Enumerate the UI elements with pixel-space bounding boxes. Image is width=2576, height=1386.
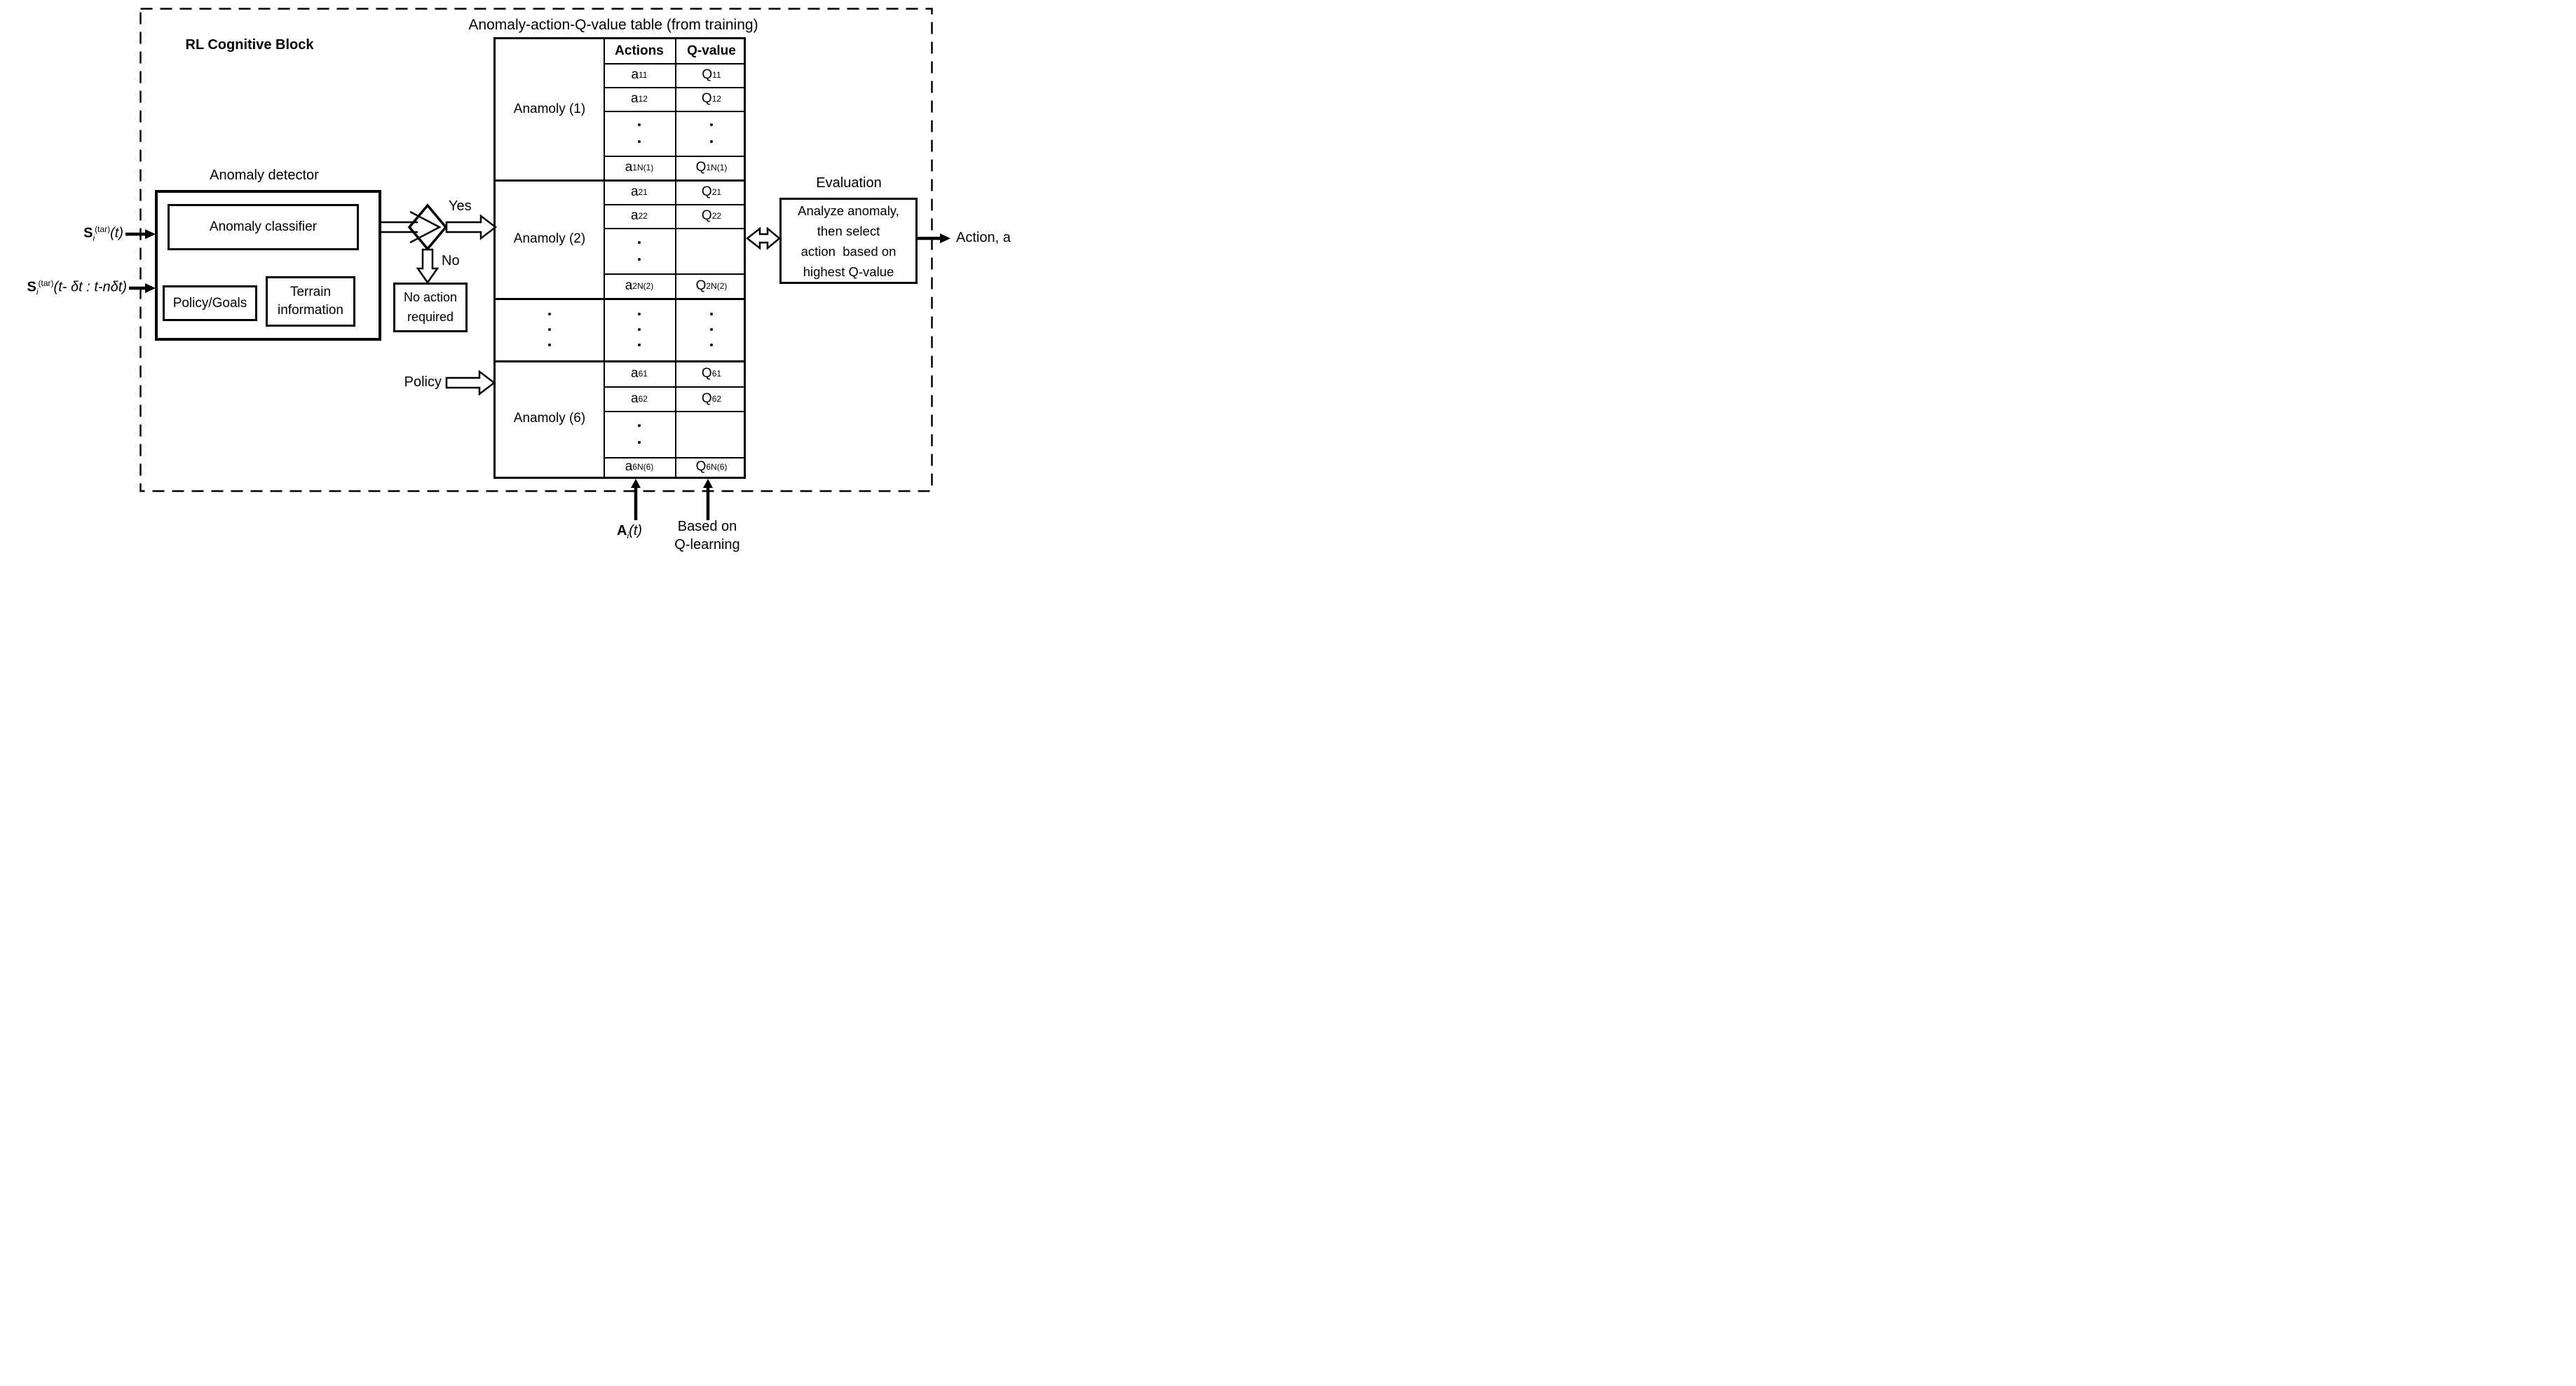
dot — [710, 313, 713, 315]
input-arrow-history-state — [129, 283, 156, 293]
action-output-arrow — [918, 233, 950, 243]
dot — [710, 140, 713, 143]
anomaly-detector-label: Anomaly detector — [210, 168, 319, 183]
math-part: (1) — [643, 163, 654, 172]
input-label-current-state — [83, 224, 123, 243]
math-part: 62 — [711, 393, 722, 404]
dots-cell — [605, 229, 674, 273]
dot — [710, 328, 713, 331]
dot — [638, 123, 641, 126]
math-part: 22 — [711, 211, 722, 221]
dot — [638, 140, 641, 143]
math-part: 21 — [711, 186, 722, 197]
math-part: 61 — [711, 368, 722, 379]
qvalue-cell — [676, 180, 747, 203]
yes-label: Yes — [449, 198, 472, 214]
dots-cell — [497, 299, 602, 360]
math-part: 12 — [638, 94, 648, 104]
math-part: Q — [702, 67, 713, 82]
qvalue-cell — [676, 387, 747, 410]
actions-column-up-arrow — [631, 479, 641, 520]
math-part: 12 — [711, 94, 722, 104]
evaluation-box-line: then select — [817, 223, 880, 238]
math-part: 61 — [638, 368, 648, 379]
qvalue-cell — [676, 156, 747, 179]
math-base: S — [27, 279, 36, 295]
dot — [638, 241, 641, 244]
math-part: 11 — [712, 70, 721, 80]
math-part: 21 — [638, 186, 648, 197]
evaluation-label: Evaluation — [816, 175, 882, 191]
based-on-line: Based on — [677, 519, 737, 534]
math-part: Q — [701, 365, 712, 381]
anomaly-block-label: Anamoly (6) — [513, 411, 586, 426]
action-cell — [605, 274, 674, 297]
figure-canvas — [0, 0, 1030, 554]
evaluation-box-line: Analyze anomaly, — [798, 203, 899, 218]
math-part: 62 — [638, 393, 648, 404]
dots-cell — [676, 299, 747, 360]
dot — [638, 424, 641, 427]
math-part: Q — [701, 390, 712, 406]
qvalue-cell — [676, 64, 747, 86]
yes-arrow — [447, 216, 496, 238]
qvalue-cell — [676, 361, 747, 386]
input-arrow-current-state — [125, 229, 156, 239]
math-part: a — [625, 160, 633, 175]
policy-arrow — [447, 372, 494, 394]
action-cell — [605, 88, 674, 110]
math-part: a — [631, 208, 639, 223]
math-part: 22 — [638, 211, 648, 221]
math-arg: (t) — [629, 523, 642, 538]
math-part: Q — [701, 91, 712, 106]
math-part: a — [625, 278, 633, 293]
action-vector-label — [594, 523, 665, 541]
action-cell — [605, 64, 674, 86]
dot — [638, 344, 641, 346]
dot — [638, 258, 641, 261]
evaluation-box-line: highest Q-value — [803, 264, 894, 279]
terrain-information-label: Terrain information — [278, 285, 343, 318]
evaluation-box — [779, 198, 918, 284]
anomaly-classifier-box — [168, 204, 359, 250]
dots-cell — [605, 111, 674, 155]
math-base: S — [83, 225, 93, 241]
math-base: A — [616, 523, 627, 538]
math-sub: i — [93, 233, 95, 243]
action-cell — [605, 156, 674, 179]
math-arg: (t- δt : t-nδt) — [53, 279, 127, 295]
dot — [710, 123, 713, 126]
math-arg: (t) — [110, 225, 123, 241]
action-cell — [605, 180, 674, 203]
terrain-information-box — [266, 276, 355, 327]
math-part: a — [631, 184, 639, 199]
input-label-history-state — [27, 278, 127, 297]
anomaly-block-label: Anamoly (2) — [513, 231, 586, 246]
math-part: (6) — [716, 462, 728, 472]
dot — [638, 313, 641, 315]
math-sub: i — [627, 531, 629, 541]
math-part: 6N — [632, 462, 643, 472]
based-on-q-learning-label — [658, 517, 756, 554]
math-part: 6N — [706, 462, 717, 472]
qvalue-cell — [676, 88, 747, 110]
qvalue-cell — [676, 205, 747, 227]
dot — [710, 344, 713, 346]
dot — [638, 328, 641, 331]
qvalue-column-up-arrow — [703, 479, 713, 520]
no-action-required-label: No action required — [403, 290, 458, 324]
table-header-actions: Actions — [615, 43, 664, 58]
no-label: No — [442, 253, 460, 269]
math-part: a — [631, 91, 639, 106]
math-part: (6) — [643, 462, 654, 472]
dot — [638, 441, 641, 444]
math-part: a — [625, 459, 633, 474]
dot — [548, 328, 551, 331]
policy-label: Policy — [404, 374, 442, 390]
math-part: a — [631, 67, 639, 82]
based-on-line: Q-learning — [674, 537, 740, 552]
math-part: 11 — [639, 70, 648, 80]
action-cell — [605, 387, 674, 410]
math-part: 2N — [706, 280, 717, 291]
evaluation-box-line: action based on — [800, 243, 897, 259]
math-part: 2N — [632, 280, 643, 291]
math-sub: i — [36, 287, 39, 297]
rl-cognitive-block-label: RL Cognitive Block — [185, 37, 314, 53]
policy-goals-label: Policy/Goals — [172, 295, 247, 311]
anomaly-action-qvalue-table — [493, 37, 746, 479]
decision-diamond — [409, 205, 446, 249]
action-cell — [605, 458, 674, 476]
math-part: Q — [695, 278, 707, 293]
math-sup: (tar) — [38, 278, 54, 288]
dots-cell — [605, 299, 674, 360]
math-sup: (tar) — [95, 224, 111, 234]
qvalue-cell — [676, 274, 747, 297]
math-part: Q — [701, 184, 712, 199]
no-arrow — [418, 250, 437, 283]
qvalue-cell — [676, 458, 747, 476]
table-title: Anomaly-action-Q-value table (from training) — [468, 17, 758, 33]
math-part: 1N — [706, 163, 717, 172]
action-output-label: Action, a — [956, 230, 1011, 245]
dot — [548, 313, 551, 315]
dots-cell — [676, 111, 747, 155]
no-action-required-box — [393, 283, 468, 332]
math-part: (2) — [643, 280, 654, 291]
math-part: (2) — [716, 280, 728, 291]
math-part: Q — [695, 459, 707, 474]
policy-goals-box — [163, 285, 257, 321]
math-part: (1) — [716, 163, 728, 172]
dot — [548, 344, 551, 346]
math-part: Q — [695, 160, 707, 175]
math-part: a — [631, 365, 639, 381]
dots-cell — [605, 412, 674, 456]
table-evaluation-double-arrow — [747, 229, 779, 248]
action-cell — [605, 205, 674, 227]
anomaly-block-label: Anamoly (1) — [513, 102, 586, 116]
math-part: Q — [701, 208, 712, 223]
math-part: a — [631, 390, 639, 406]
table-header-qvalue: Q-value — [687, 43, 736, 58]
math-part: 1N — [632, 163, 643, 172]
anomaly-classifier-label: Anomaly classifier — [209, 219, 318, 234]
action-cell — [605, 361, 674, 386]
